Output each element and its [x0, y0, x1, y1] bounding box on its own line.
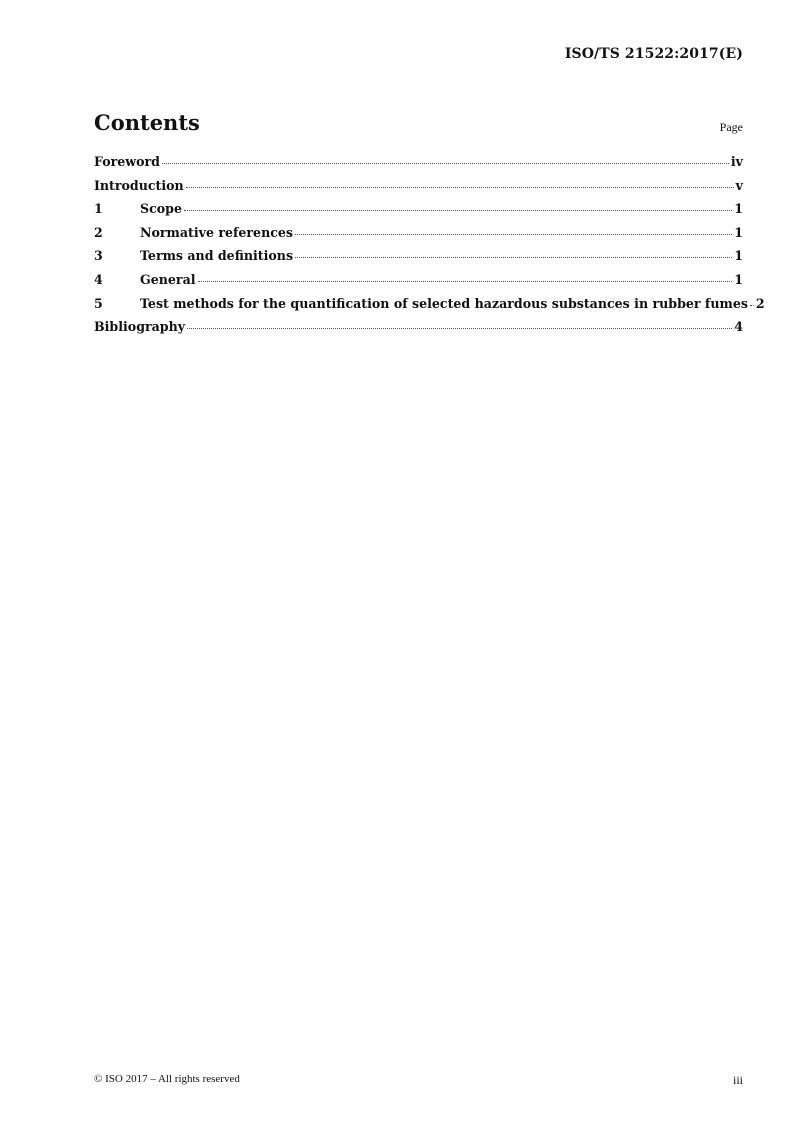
toc-entry-label: Terms and definitions	[140, 248, 294, 264]
toc-dot-leader	[198, 281, 733, 282]
toc-entry-number: 4	[94, 271, 103, 287]
toc-entry-label: General	[140, 271, 196, 287]
toc-entry-label: Bibliography	[94, 319, 186, 335]
toc-entry-label: Test methods for the quantification of selected hazardous substances in rubber fumes	[140, 295, 748, 311]
toc-dot-leader	[184, 210, 732, 211]
toc-entry-number: 5	[94, 295, 103, 311]
toc-dot-leader	[750, 305, 754, 306]
table-of-contents	[94, 154, 765, 343]
toc-entry-bibliography[interactable]	[94, 319, 743, 343]
contents-title: Contents	[94, 110, 200, 135]
contents-heading	[94, 110, 743, 140]
toc-entry-number: 1	[94, 201, 103, 217]
toc-dot-leader	[295, 257, 732, 258]
page-number: iii	[732, 1073, 743, 1087]
toc-dot-leader	[186, 187, 734, 188]
page-column-label: Page	[719, 120, 743, 134]
toc-dot-leader	[187, 328, 732, 329]
toc-entry-page: 4	[734, 319, 743, 335]
toc-entry-number: 2	[94, 224, 103, 240]
toc-entry-label: Normative references	[140, 224, 294, 240]
document-reference: ISO/TS 21522:2017(E)	[564, 46, 743, 62]
toc-entry-general[interactable]	[94, 272, 743, 296]
toc-dot-leader	[295, 234, 732, 235]
toc-entry-page: 1	[734, 248, 743, 264]
toc-entry-introduction[interactable]	[94, 178, 743, 202]
toc-entry-test-methods[interactable]	[94, 295, 765, 320]
toc-entry-label: Introduction	[94, 177, 184, 193]
toc-entry-page: 2	[755, 295, 765, 311]
toc-entry-page: 1	[734, 271, 743, 287]
toc-entry-terms-and-definitions[interactable]	[94, 248, 743, 272]
toc-entry-normative-references[interactable]	[94, 225, 743, 249]
copyright-notice: © ISO 2017 – All rights reserved	[94, 1073, 240, 1085]
toc-entry-page: 1	[734, 201, 743, 217]
toc-entry-label: Foreword	[94, 154, 160, 169]
toc-entry-scope[interactable]	[94, 201, 743, 225]
toc-entry-page: iv	[730, 154, 743, 169]
toc-entry-foreword[interactable]	[94, 154, 743, 178]
toc-entry-label: Scope	[140, 201, 182, 217]
toc-entry-page: v	[735, 177, 743, 193]
toc-entry-number: 3	[94, 248, 103, 264]
toc-entry-page: 1	[734, 224, 743, 240]
toc-dot-leader	[162, 163, 729, 164]
